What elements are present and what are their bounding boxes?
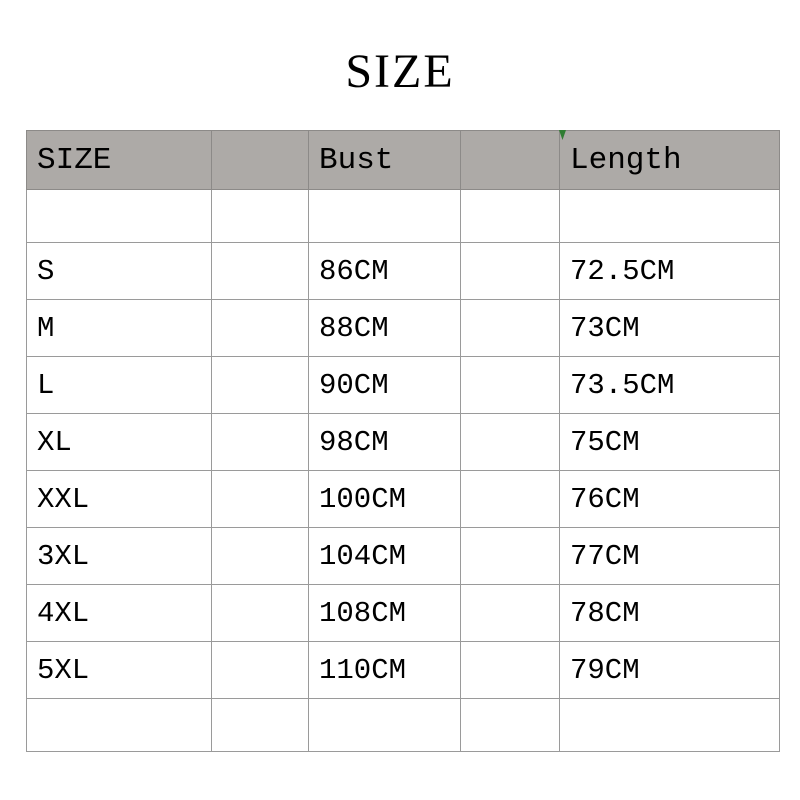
cell-blank-2: [461, 357, 560, 414]
cell-length: 73.5CM: [560, 357, 780, 414]
cell-blank-1: [212, 471, 309, 528]
table-row: [27, 585, 780, 642]
cell-blank-1: [212, 190, 309, 243]
cell-length: [560, 190, 780, 243]
cell-size: 3XL: [27, 528, 212, 585]
cell-bust: 104CM: [309, 528, 461, 585]
cell-blank-2: [461, 585, 560, 642]
cell-blank-2: [461, 642, 560, 699]
table-row: [27, 642, 780, 699]
cell-size: [27, 190, 212, 243]
table-row: [27, 357, 780, 414]
table-row: [27, 190, 780, 243]
header-cell-bust: Bust: [309, 131, 461, 190]
cell-blank-1: [212, 243, 309, 300]
cell-blank-2: [461, 190, 560, 243]
cell-size: [27, 699, 212, 752]
header-cell-size: SIZE: [27, 131, 212, 190]
cell-blank-2: [461, 300, 560, 357]
table-row: [27, 300, 780, 357]
cell-length: 76CM: [560, 471, 780, 528]
cell-blank-1: [212, 357, 309, 414]
cell-blank-2: [461, 471, 560, 528]
size-table: [26, 130, 780, 752]
cell-length: 77CM: [560, 528, 780, 585]
table-row: [27, 471, 780, 528]
cell-blank-2: [461, 243, 560, 300]
cell-size: M: [27, 300, 212, 357]
cell-blank-1: [212, 414, 309, 471]
cell-size: S: [27, 243, 212, 300]
cell-size: 5XL: [27, 642, 212, 699]
header-cell-blank-2: [461, 131, 560, 190]
table-row: [27, 414, 780, 471]
cell-bust: 108CM: [309, 585, 461, 642]
cell-length: 75CM: [560, 414, 780, 471]
size-table-wrapper: [26, 130, 779, 752]
cell-bust: 98CM: [309, 414, 461, 471]
cell-blank-1: [212, 642, 309, 699]
table-row: [27, 528, 780, 585]
cell-blank-2: [461, 699, 560, 752]
cell-blank-1: [212, 300, 309, 357]
cell-size: L: [27, 357, 212, 414]
cell-length: 72.5CM: [560, 243, 780, 300]
cell-length: 73CM: [560, 300, 780, 357]
header-cell-length: Length: [560, 131, 780, 190]
cell-bust: [309, 699, 461, 752]
cell-length: 78CM: [560, 585, 780, 642]
cell-blank-1: [212, 528, 309, 585]
table-row: [27, 699, 780, 752]
cell-bust: 100CM: [309, 471, 461, 528]
cell-bust: 88CM: [309, 300, 461, 357]
cell-blank-1: [212, 699, 309, 752]
cell-blank-1: [212, 585, 309, 642]
table-header-row: [27, 131, 780, 190]
table-row: [27, 243, 780, 300]
header-cell-blank-1: [212, 131, 309, 190]
cell-size: 4XL: [27, 585, 212, 642]
cell-bust: 90CM: [309, 357, 461, 414]
cell-length: [560, 699, 780, 752]
cell-blank-2: [461, 528, 560, 585]
cell-blank-2: [461, 414, 560, 471]
cell-size: XL: [27, 414, 212, 471]
cell-length: 79CM: [560, 642, 780, 699]
cell-bust: 86CM: [309, 243, 461, 300]
cell-bust: 110CM: [309, 642, 461, 699]
page-title: SIZE: [345, 45, 455, 98]
cell-bust: [309, 190, 461, 243]
cell-size: XXL: [27, 471, 212, 528]
